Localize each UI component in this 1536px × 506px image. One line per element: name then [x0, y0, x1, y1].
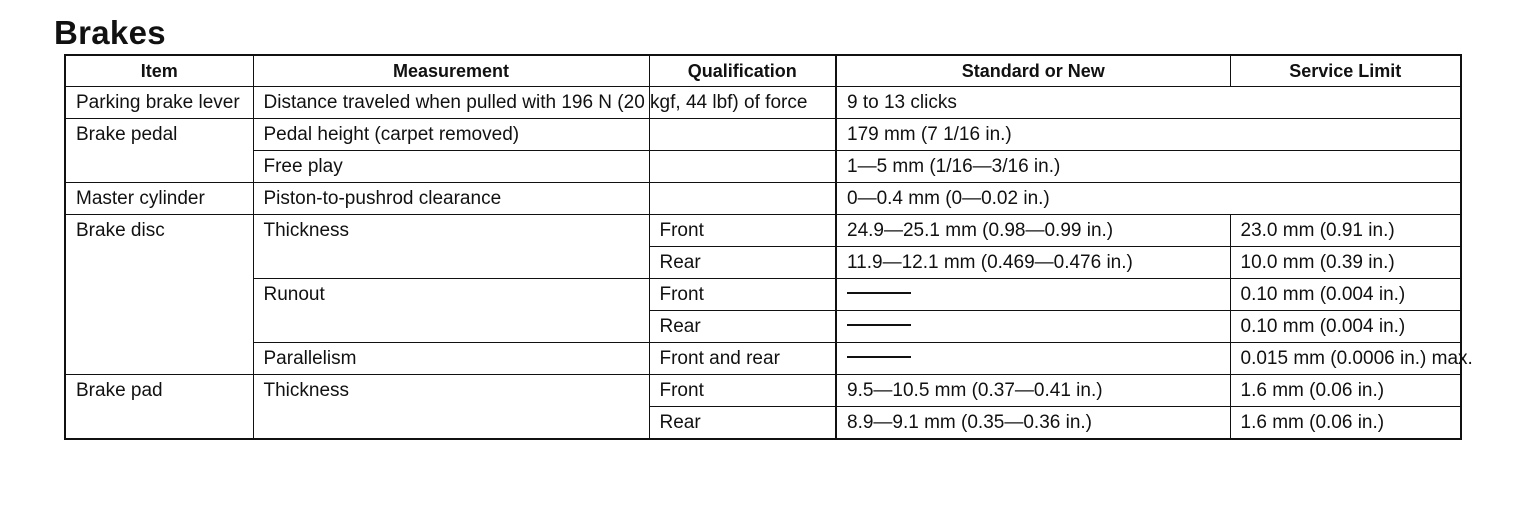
table-row — [65, 343, 1461, 375]
item-cell: Brake disc — [65, 215, 253, 375]
header-item: Item — [65, 55, 253, 87]
measurement-cell: Pedal height (carpet removed) — [253, 119, 649, 151]
table-row — [65, 119, 1461, 151]
service-limit-cell: 1.6 mm (0.06 in.) — [1230, 375, 1461, 407]
service-limit-cell: 0.015 mm (0.0006 in.) max. — [1230, 343, 1461, 375]
standard-cell: 179 mm (7 1/16 in.) — [836, 119, 1461, 151]
table-row — [65, 279, 1461, 311]
standard-cell: 9 to 13 clicks — [836, 87, 1461, 119]
qualification-cell — [649, 183, 836, 215]
qualification-cell — [649, 119, 836, 151]
not-applicable-dash — [847, 356, 911, 358]
item-cell: Brake pedal — [65, 119, 253, 183]
table-row — [65, 183, 1461, 215]
standard-cell: 24.9—25.1 mm (0.98—0.99 in.) — [836, 215, 1230, 247]
not-applicable-dash — [847, 292, 911, 294]
qualification-cell: Front — [649, 375, 836, 407]
standard-cell: 1—5 mm (1/16—3/16 in.) — [836, 151, 1461, 183]
measurement-cell: Parallelism — [253, 343, 649, 375]
measurement-cell: Free play — [253, 151, 649, 183]
header-measurement: Measurement — [253, 55, 649, 87]
standard-cell — [836, 343, 1230, 375]
standard-cell: 11.9—12.1 mm (0.469—0.476 in.) — [836, 247, 1230, 279]
brakes-spec-table — [64, 54, 1473, 440]
measurement-cell: Thickness — [253, 375, 649, 440]
service-limit-cell: 0.10 mm (0.004 in.) — [1230, 311, 1461, 343]
measurement-cell: Distance traveled when pulled with 196 N (20 kgf, 44 lbf) of force — [253, 87, 649, 119]
standard-cell: 8.9—9.1 mm (0.35—0.36 in.) — [836, 407, 1230, 440]
service-limit-cell: 1.6 mm (0.06 in.) — [1230, 407, 1461, 440]
service-limit-cell: 23.0 mm (0.91 in.) — [1230, 215, 1461, 247]
standard-cell — [836, 279, 1230, 311]
service-limit-cell: 0.10 mm (0.004 in.) — [1230, 279, 1461, 311]
table-row — [65, 151, 1461, 183]
item-cell: Master cylinder — [65, 183, 253, 215]
measurement-cell: Runout — [253, 279, 649, 343]
not-applicable-dash — [847, 324, 911, 326]
service-limit-cell: 10.0 mm (0.39 in.) — [1230, 247, 1461, 279]
qualification-cell — [649, 151, 836, 183]
table-row — [65, 215, 1461, 247]
table-row — [65, 87, 1461, 119]
header-service-limit: Service Limit — [1230, 55, 1461, 87]
table-header-row — [65, 55, 1461, 87]
qualification-cell: Front and rear — [649, 343, 836, 375]
measurement-cell: Thickness — [253, 215, 649, 279]
qualification-cell: Rear — [649, 247, 836, 279]
standard-cell: 9.5—10.5 mm (0.37—0.41 in.) — [836, 375, 1230, 407]
measurement-cell: Piston-to-pushrod clearance — [253, 183, 649, 215]
qualification-cell: Rear — [649, 311, 836, 343]
page-title: Brakes — [54, 14, 166, 51]
qualification-cell: Front — [649, 279, 836, 311]
item-cell: Brake pad — [65, 375, 253, 440]
header-standard: Standard or New — [836, 55, 1230, 87]
qualification-cell: Front — [649, 215, 836, 247]
table-row — [65, 375, 1461, 407]
header-qualification: Qualification — [649, 55, 836, 87]
standard-cell: 0—0.4 mm (0—0.02 in.) — [836, 183, 1461, 215]
item-cell: Parking brake lever — [65, 87, 253, 119]
qualification-cell: Rear — [649, 407, 836, 440]
standard-cell — [836, 311, 1230, 343]
